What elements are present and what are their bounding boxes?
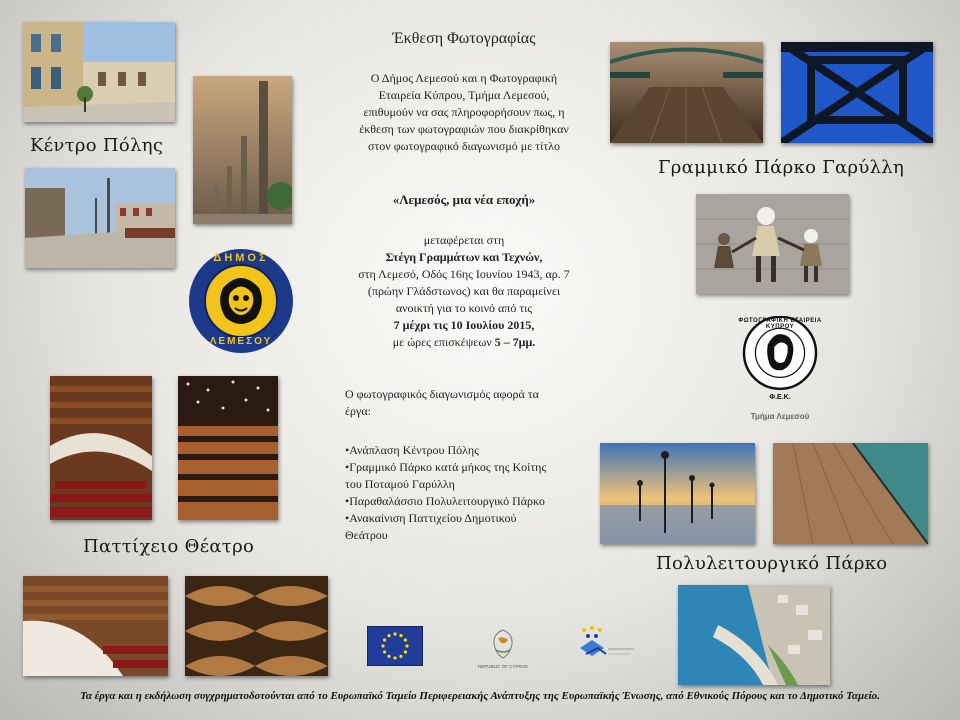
photo-theatre-stairs [23, 576, 168, 676]
hours-prefix: με ώρες επισκέψεων [392, 335, 492, 349]
society-branch: Τμήμα Λεμεσού [750, 412, 810, 421]
municipality-logo-bottom-text: ΛΕΜΕΣΟΥ [209, 336, 273, 347]
photo-boardwalk [773, 443, 928, 544]
caption-theatre: Παττίχειο Θέατρο [83, 536, 255, 557]
project-item: •Ανάπλαση Κέντρου Πόλης [345, 443, 479, 457]
project-item-continued: Θεάτρου [345, 528, 388, 542]
photo-coast-aerial [678, 585, 830, 685]
photo-bridge-walkway [610, 42, 763, 143]
project-item: •Γραμμικό Πάρκο κατά μήκος της Κοίτης [345, 460, 547, 474]
intro-line: επιθυμούν να σας πληροφορήσουν πως, η [363, 105, 565, 119]
municipality-logo-top-text: ΔΗΜΟΣ [213, 252, 269, 264]
intro-line: Ο Δήμος Λεμεσού και η Φωτογραφική [370, 71, 558, 85]
funding-footer: Τα έργα και η εκδήλωση συγχρηματοδοτούνται από το Ευρωπαϊκό Ταμείο Περιφερειακής Ανάπτυξης της Ευρωπαϊκής Ένωσης, από Εθνικούς Πόρους και το Δημοτικό Ταμείο. [80, 690, 880, 702]
exhibition-title [330, 191, 598, 208]
heading [330, 30, 598, 47]
society-ring-text: ΦΩΤΟΓΡΑΦΙΚΗ ΕΤΑΙΡΕΙΑ ΚΥΠΡΟΥ [738, 318, 822, 330]
photo-city-posts [193, 76, 292, 224]
photo-city-square [25, 168, 175, 268]
address-line: στη Λεμεσό, Οδός 16ης Ιουνίου 1943, αρ. 7 [358, 267, 570, 281]
caption-multi-park: Πολυλειτουργικό Πάρκο [656, 553, 888, 574]
society-abbr: Φ.Ε.Κ. [769, 394, 791, 401]
venue-block [330, 232, 598, 351]
projects-list [345, 442, 590, 544]
exhibition-dates: 7 μέχρι τις 10 Ιουλίου 2015, [393, 318, 535, 332]
address-line: ανοικτή για το κοινό από τις [395, 301, 533, 315]
photo-seafront-lamps [600, 443, 755, 544]
venue-intro: μεταφέρεται στη [423, 233, 505, 247]
republic-of-cyprus-text: REPUBLIC OF CYPRUS [477, 664, 528, 669]
republic-of-cyprus-logo [468, 624, 538, 674]
photo-theatre-seats [178, 376, 278, 520]
eu-flag-logo [367, 626, 423, 666]
heading-text: Έκθεση Φωτογραφίας [392, 30, 536, 47]
visiting-hours [330, 334, 598, 351]
photographic-society-logo [725, 316, 835, 426]
photo-theatre-wood [185, 576, 328, 676]
project-item: •Ανακαίνιση Παττιχείου Δημοτικού [345, 511, 517, 525]
projects-intro-line: έργα: [345, 404, 371, 418]
projects-intro-line: Ο φωτογραφικός διαγωνισμός αφορά τα [345, 387, 539, 401]
project-item: •Παραθαλάσσιο Πολυλειτουργικό Πάρκο [345, 494, 545, 508]
structural-funds-logo [574, 624, 636, 668]
photo-city-street [23, 22, 175, 122]
project-item-continued: του Ποταμού Γαρύλλη [345, 477, 455, 491]
intro-line: Εταιρεία Κύπρου, Τμήμα Λεμεσού, [378, 88, 550, 102]
exhibition-title-text: «Λεμεσός, μια νέα εποχή» [392, 192, 536, 207]
hours-value: 5 – 7μμ. [494, 335, 536, 349]
intro-line: στον φωτογραφικό διαγωνισμό με τίτλο [368, 139, 560, 153]
photo-mural-children [696, 194, 849, 294]
projects-intro [345, 386, 590, 420]
municipality-logo [188, 248, 294, 354]
intro-line: έκθεση των φωτογραφιών που διακρίθηκαν [359, 122, 569, 136]
address-line: (πρώην Γλάδστωνος) και θα παραμείνει [367, 284, 561, 298]
caption-city-center: Κέντρο Πόλης [30, 135, 164, 156]
intro-text [330, 70, 598, 155]
venue-name: Στέγη Γραμμάτων και Τεχνών, [385, 250, 543, 264]
photo-bridge-frame [781, 42, 933, 143]
photo-theatre-balcony [50, 376, 152, 520]
caption-linear-park: Γραμμικό Πάρκο Γαρύλλη [658, 157, 905, 178]
